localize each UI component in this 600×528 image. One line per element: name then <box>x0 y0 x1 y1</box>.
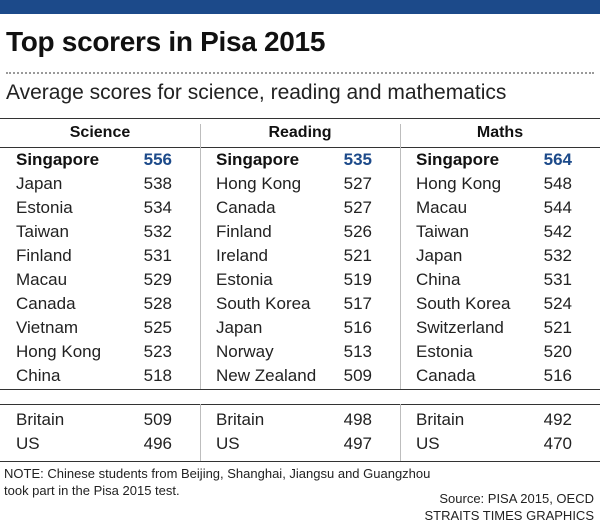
others-top-rule <box>0 404 600 405</box>
column-separator <box>400 124 401 389</box>
score-value: 527 <box>343 198 372 217</box>
country-name: US <box>216 434 240 453</box>
column-separator <box>200 124 201 389</box>
top-accent-bar <box>0 0 600 14</box>
score-value: 556 <box>143 150 172 169</box>
column-header-science: Science <box>69 124 131 141</box>
score-value: 564 <box>543 150 572 169</box>
country-name: Hong Kong <box>16 342 102 361</box>
country-name: US <box>16 434 40 453</box>
score-value: 532 <box>543 246 572 265</box>
country-name: Hong Kong <box>416 174 502 193</box>
score-value: 531 <box>143 246 172 265</box>
others-bottom-rule <box>0 461 600 462</box>
score-value: 535 <box>343 150 372 169</box>
country-name: China <box>416 270 461 289</box>
page-title: Top scorers in Pisa 2015 <box>6 26 326 57</box>
score-value: 521 <box>543 318 572 337</box>
score-value: 509 <box>143 410 172 429</box>
country-name: Singapore <box>16 150 100 169</box>
country-name: Britain <box>216 410 265 429</box>
country-name: Estonia <box>16 198 73 217</box>
source-credit <box>424 490 594 524</box>
score-value: 509 <box>343 366 372 385</box>
country-name: South Korea <box>216 294 311 313</box>
country-name: Canada <box>416 366 476 385</box>
country-name: Canada <box>16 294 76 313</box>
score-value: 520 <box>543 342 572 361</box>
country-name: Japan <box>416 246 463 265</box>
country-name: Estonia <box>416 342 473 361</box>
country-name: US <box>416 434 440 453</box>
country-name: Japan <box>216 318 263 337</box>
score-value: 470 <box>543 434 572 453</box>
country-name: Taiwan <box>416 222 469 241</box>
title-divider <box>6 72 594 74</box>
subtitle: Average scores for science, reading and mathematics <box>6 81 507 104</box>
score-value: 526 <box>343 222 372 241</box>
score-value: 517 <box>343 294 372 313</box>
footnote-line-1: NOTE: Chinese students from Beijing, Shanghai, Jiangsu and Guangzhou <box>4 466 431 481</box>
score-value: 525 <box>143 318 172 337</box>
table-bottom-rule <box>0 389 600 390</box>
country-name: Vietnam <box>16 318 79 337</box>
score-value: 538 <box>143 174 172 193</box>
score-value: 516 <box>543 366 572 385</box>
score-value: 542 <box>543 222 572 241</box>
country-name: Switzerland <box>416 318 504 337</box>
country-name: Hong Kong <box>216 174 302 193</box>
graphics-credit: STRAITS TIMES GRAPHICS <box>424 508 594 523</box>
country-name: New Zealand <box>216 366 317 385</box>
source-text: Source: PISA 2015, OECD <box>439 491 594 506</box>
score-value: 531 <box>543 270 572 289</box>
country-name: Japan <box>16 174 63 193</box>
score-value: 492 <box>543 410 572 429</box>
score-value: 523 <box>143 342 172 361</box>
score-value: 496 <box>143 434 172 453</box>
score-value: 498 <box>343 410 372 429</box>
country-name: Canada <box>216 198 276 217</box>
country-name: Britain <box>416 410 465 429</box>
column-separator <box>200 404 201 461</box>
score-value: 528 <box>143 294 172 313</box>
country-name: Finland <box>216 222 272 241</box>
country-name: Ireland <box>216 246 268 265</box>
score-value: 524 <box>543 294 572 313</box>
score-value: 544 <box>543 198 572 217</box>
country-name: Estonia <box>216 270 273 289</box>
score-value: 518 <box>143 366 172 385</box>
country-name: China <box>16 366 61 385</box>
score-value: 529 <box>143 270 172 289</box>
country-name: Singapore <box>416 150 500 169</box>
score-value: 527 <box>343 174 372 193</box>
country-name: Taiwan <box>16 222 69 241</box>
column-separator <box>400 404 401 461</box>
score-value: 497 <box>343 434 372 453</box>
table-top-rule <box>0 118 600 119</box>
score-value: 513 <box>343 342 372 361</box>
score-value: 548 <box>543 174 572 193</box>
column-header-reading: Reading <box>268 124 332 141</box>
country-name: Macau <box>16 270 68 289</box>
country-name: Britain <box>16 410 65 429</box>
score-value: 519 <box>343 270 372 289</box>
score-value: 521 <box>343 246 372 265</box>
column-header-maths: Maths <box>476 124 524 141</box>
country-name: Finland <box>16 246 72 265</box>
footnote-line-2: took part in the Pisa 2015 test. <box>4 483 180 498</box>
score-value: 516 <box>343 318 372 337</box>
country-name: Singapore <box>216 150 300 169</box>
country-name: Norway <box>216 342 274 361</box>
country-name: Macau <box>416 198 468 217</box>
score-value: 532 <box>143 222 172 241</box>
header-bottom-rule <box>0 147 600 148</box>
score-value: 534 <box>143 198 172 217</box>
country-name: South Korea <box>416 294 511 313</box>
